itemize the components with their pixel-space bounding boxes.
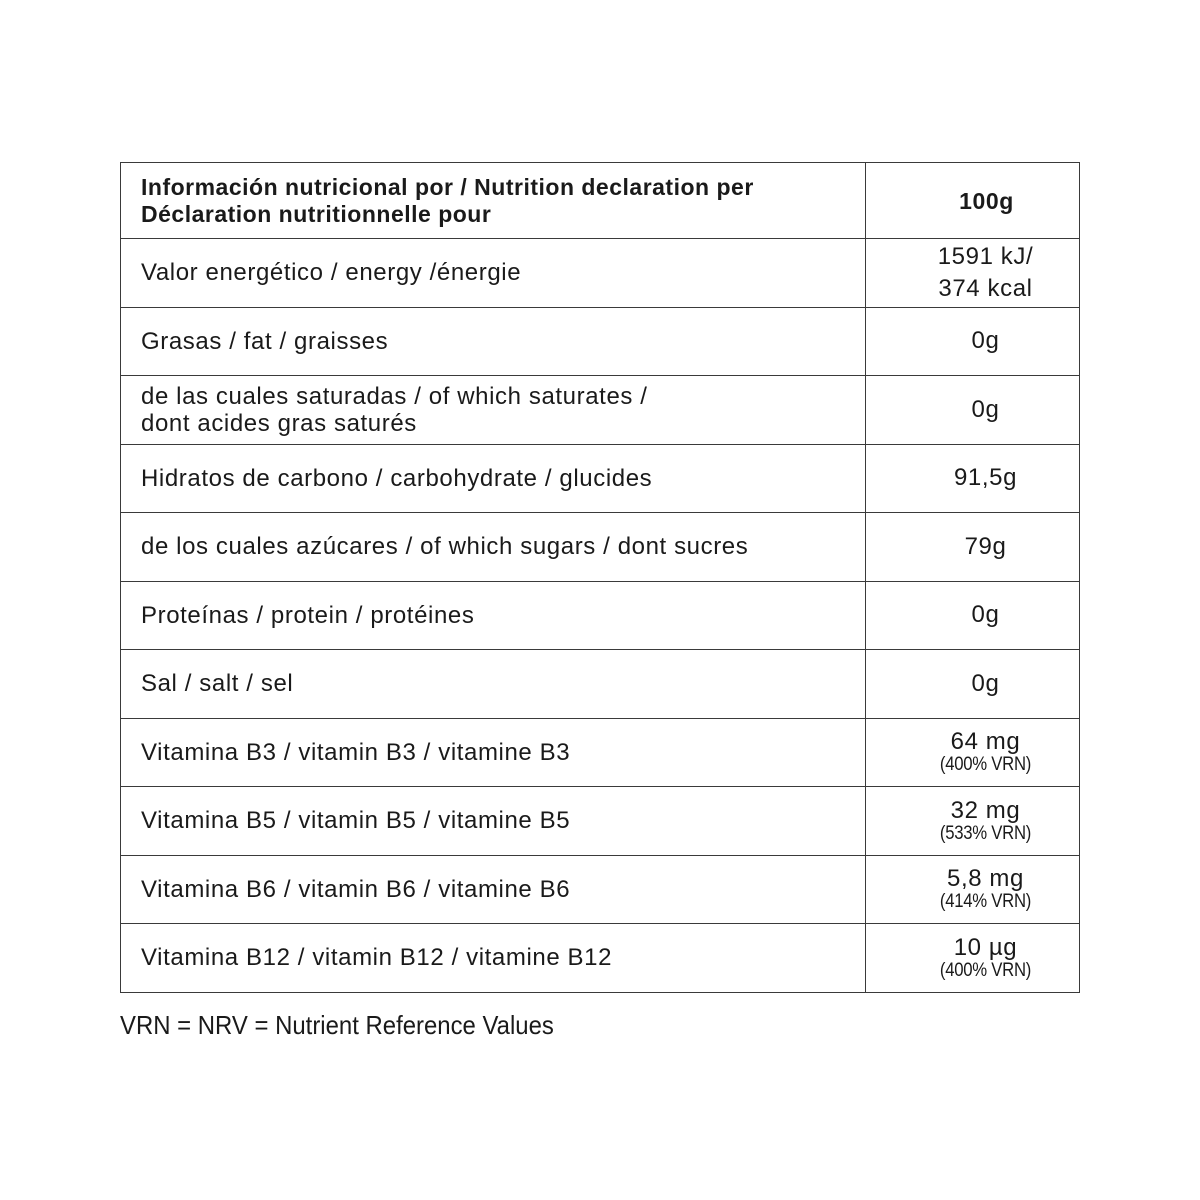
nutrient-value-cell xyxy=(866,307,1080,376)
vrn-percentage: (414% VRN) xyxy=(939,891,1032,913)
vrn-percentage: (400% VRN) xyxy=(939,754,1032,776)
nutrient-label: Vitamina B5 / vitamin B5 / vitamine B5 xyxy=(141,807,571,835)
table-row xyxy=(121,650,1080,719)
nutrient-label: Vitamina B12 / vitamin B12 / vitamine B12 xyxy=(141,944,613,972)
nutrient-label-cell xyxy=(121,376,866,445)
vrn-percentage: (400% VRN) xyxy=(939,959,1032,981)
nutrient-value-cell xyxy=(866,444,1080,513)
footnote: VRN = NRV = Nutrient Reference Values xyxy=(120,1010,554,1040)
nutrient-value-cell xyxy=(866,855,1080,924)
nutrient-label-cell xyxy=(121,718,866,787)
nutrient-label: Grasas / fat / graisses xyxy=(141,327,389,355)
nutrient-label-cell xyxy=(121,307,866,376)
table-row xyxy=(121,855,1080,924)
nutrient-amount: 0g xyxy=(971,327,1000,355)
table-row xyxy=(121,581,1080,650)
nutrient-label-cell xyxy=(121,924,866,993)
nutrient-label-cell xyxy=(121,444,866,513)
nutrient-label-cell xyxy=(121,650,866,719)
nutrient-amount: 0g xyxy=(971,395,1000,423)
nutrient-label: Valor energético / energy /énergie xyxy=(141,259,522,287)
nutrient-label: dont acides gras saturés xyxy=(141,409,417,437)
header-value-cell: 100g xyxy=(866,163,1080,239)
nutrient-amount: 10 µg xyxy=(953,933,1018,961)
nutrition-table xyxy=(120,162,1080,993)
nutrient-amount: 91,5g xyxy=(953,464,1018,492)
nutrient-label: Vitamina B6 / vitamin B6 / vitamine B6 xyxy=(141,875,571,903)
nutrient-amount: 1591 kJ/ xyxy=(937,242,1034,270)
table-row xyxy=(121,513,1080,582)
table-row xyxy=(121,718,1080,787)
nutrient-value-cell xyxy=(866,513,1080,582)
nutrient-label-cell xyxy=(121,239,866,308)
header-label-line: Información nutricional por / Nutrition declaration per xyxy=(141,173,754,200)
nutrient-value-cell xyxy=(866,787,1080,856)
nutrient-value-cell xyxy=(866,718,1080,787)
vrn-percentage: (533% VRN) xyxy=(939,822,1032,844)
table-row xyxy=(121,444,1080,513)
nutrient-label: Sal / salt / sel xyxy=(141,670,294,698)
nutrient-label-cell xyxy=(121,581,866,650)
nutrient-amount: 374 kcal xyxy=(938,274,1033,302)
table-row xyxy=(121,787,1080,856)
nutrient-value-cell xyxy=(866,376,1080,445)
nutrient-label: Hidratos de carbono / carbohydrate / glucides xyxy=(141,464,653,492)
nutrient-label-cell xyxy=(121,855,866,924)
table-row xyxy=(121,376,1080,445)
nutrient-amount: 0g xyxy=(971,601,1000,629)
nutrient-amount: 0g xyxy=(971,669,1000,697)
nutrient-label: de las cuales saturadas / of which saturates / xyxy=(141,382,648,410)
nutrient-label-cell xyxy=(121,787,866,856)
nutrient-value-cell xyxy=(866,650,1080,719)
nutrient-label-cell xyxy=(121,513,866,582)
nutrient-value-cell xyxy=(866,924,1080,993)
table-header-row xyxy=(121,163,1080,239)
nutrient-amount: 64 mg xyxy=(950,728,1021,756)
nutrient-label: de los cuales azúcares / of which sugars / dont sucres xyxy=(141,533,749,561)
header-label-line: Déclaration nutritionnelle pour xyxy=(141,200,492,227)
nutrient-value-cell xyxy=(866,239,1080,308)
table-row xyxy=(121,924,1080,993)
table-row xyxy=(121,307,1080,376)
nutrient-label: Vitamina B3 / vitamin B3 / vitamine B3 xyxy=(141,738,571,766)
nutrient-amount: 5,8 mg xyxy=(947,865,1024,893)
nutrient-label: Proteínas / protein / protéines xyxy=(141,601,475,629)
nutrient-amount: 32 mg xyxy=(950,796,1021,824)
nutrient-amount: 79g xyxy=(964,532,1007,560)
table-row xyxy=(121,239,1080,308)
nutrient-value-cell xyxy=(866,581,1080,650)
header-label-cell xyxy=(121,163,866,239)
